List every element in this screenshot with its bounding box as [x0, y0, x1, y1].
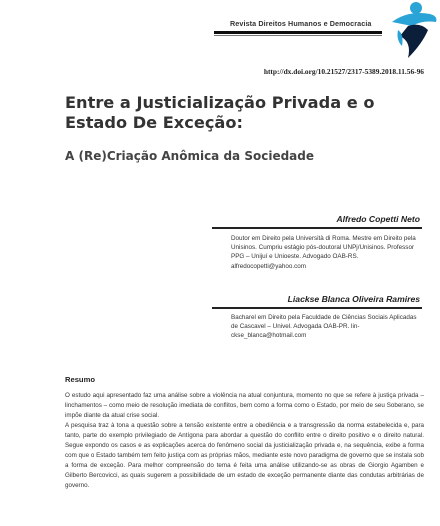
author-1-rule: [212, 227, 422, 229]
author-2-bio: Bacharel em Direito pela Faculdade de Ciências Sociais Aplicadas de Cascavel – Univel. Advogada OAB-PR. lin-ckse_blanca@hotmail.com: [231, 314, 417, 340]
journal-name: Revista Direitos Humanos e Democracia: [230, 19, 372, 28]
author-2-rule: [212, 307, 422, 309]
logo-body-icon: [400, 25, 428, 58]
journal-logo-icon: [378, 0, 440, 62]
logo-arm-icon: [392, 13, 436, 26]
doi-link[interactable]: http://dx.doi.org/10.21527/2317-5389.2018.11.56-96: [263, 67, 424, 76]
abstract-paragraph-2: A pesquisa traz à tona a questão sobre a tensão existente entre a obediência e a transgressão da norma estabelecida e, para tanto, parte do exemplo privilegiado de Antígona para abordar a questão do conflito entre o direito positivo e o direito natural. Segue expondo os casos e as explicações acerca do fenômeno social da justicialização privada e, na sequência, exibe a forma com que o Estado também tem feito justiça com as próprias mãos, mediante este novo paradigma de governo que se instala sob a forma de exceção. Para melhor compreensão do tema é feita uma análise utilizando-se as obras de Giorgio Agamben e Gilberto Bercovicci, as quais sugerem a possibilidade de um estado de exceção permanente diante das condutas arbitrárias de governo.: [65, 422, 424, 490]
abstract-paragraph-1: O estudo aqui apresentado faz uma análise sobre a violência na atual conjuntura, momento no que se refere à justiça privada – linchamentos – como meio de resolução imediata de conflitos, bem como a forma como o Estado, por meio de seu Soberano, se impõe diante da atual crise social.: [65, 392, 424, 420]
journal-header: [0, 0, 440, 40]
logo-leg-icon: [398, 30, 403, 46]
abstract-body: [65, 391, 424, 491]
header-rule-thin: [214, 35, 382, 36]
header-rule: [214, 31, 382, 34]
abstract-heading: Resumo: [65, 375, 95, 384]
logo-head-icon: [410, 2, 422, 14]
author-1-name: Alfredo Copetti Neto: [336, 214, 420, 224]
article-title: Entre a Justicialização Privada e o Estado De Exceção:: [65, 93, 375, 132]
author-1-bio: Doutor em Direito pela Università di Roma. Mestre em Direito pela Unisinos. Cumpriu estágio pós-doutoral UNPj/Unisinos. Professor PPG – Unijuí e Unioeste. Advogado OAB-RS. alfredocopetti@yahoo.com: [231, 235, 416, 270]
article-subtitle: A (Re)Criação Anômica da Sociedade: [65, 149, 314, 163]
author-2-name: Liackse Blanca Oliveira Ramires: [287, 294, 420, 304]
